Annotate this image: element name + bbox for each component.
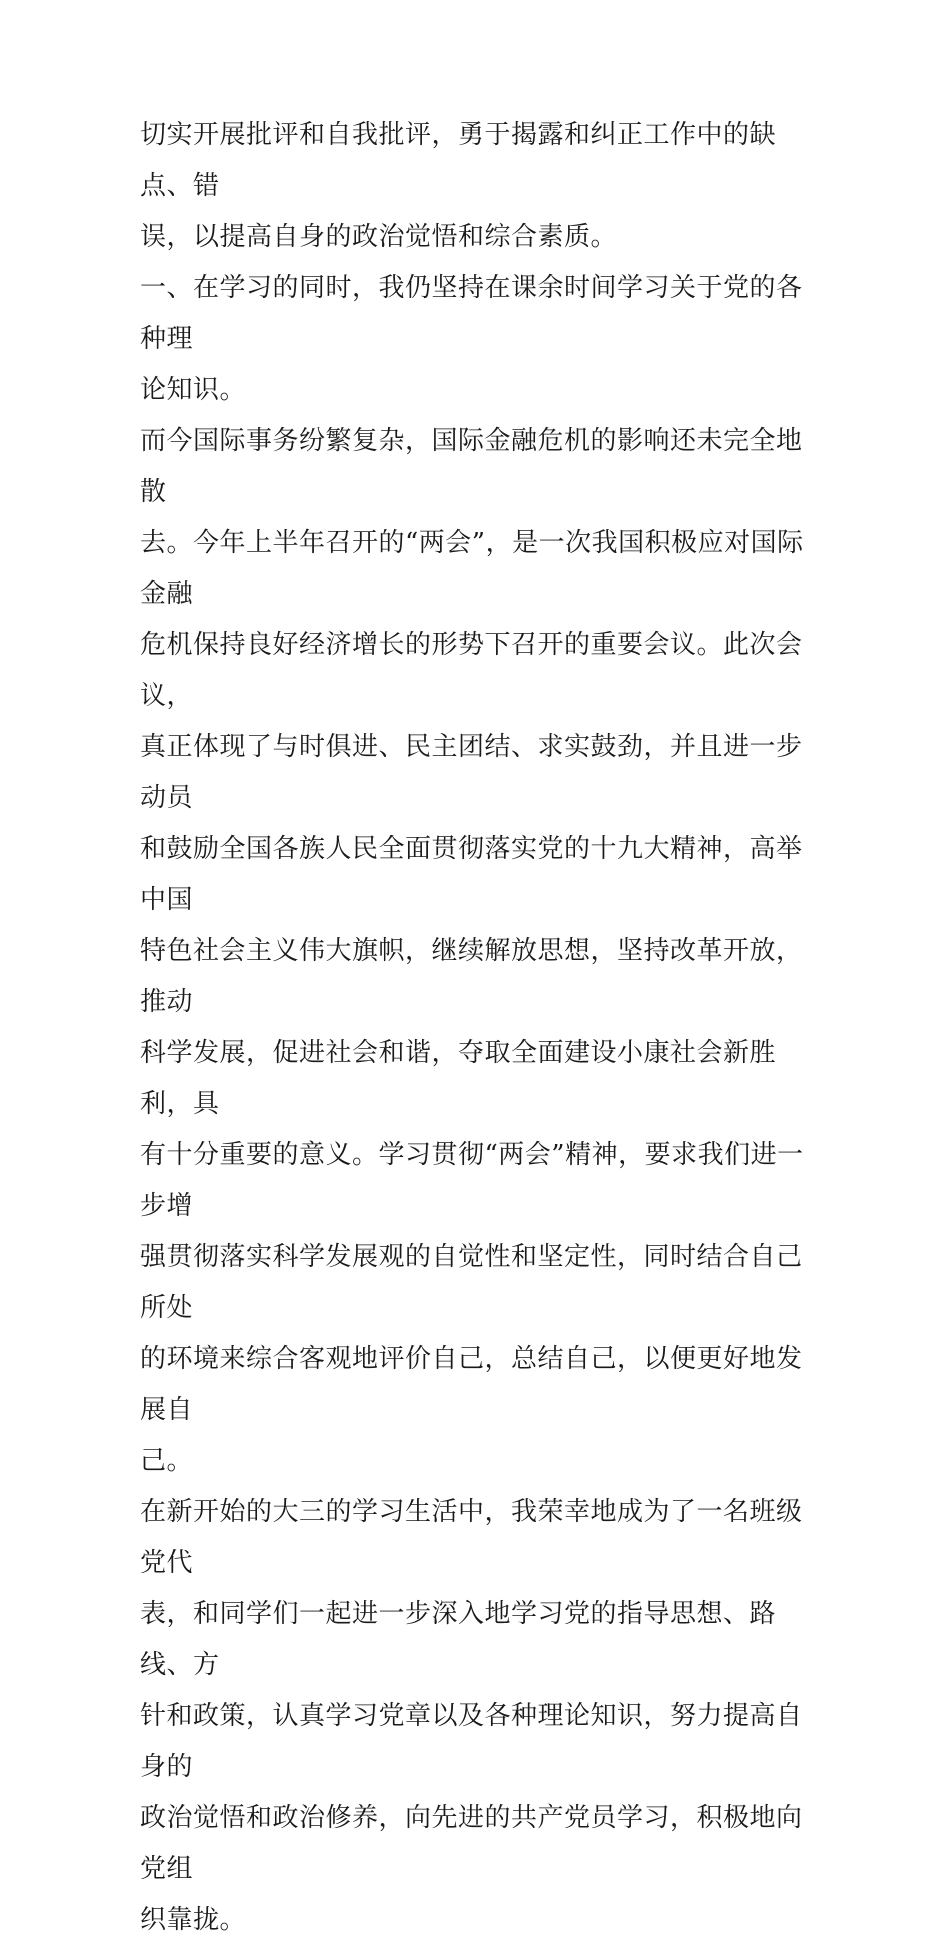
text-line: 危机保持良好经济增长的形势下召开的重要会议。此次会议， <box>140 630 803 711</box>
text-line: 针和政策，认真学习党章以及各种理论知识，努力提高自身的 <box>140 1701 803 1782</box>
paragraph-4 <box>140 1487 812 1946</box>
text-line: 真正体现了与时俱进、民主团结、求实鼓劲，并且进一步动员 <box>140 732 803 813</box>
text-line: 表，和同学们一起进一步深入地学习党的指导思想、路线、方 <box>140 1599 777 1680</box>
text-line: 科学发展，促进社会和谐，夺取全面建设小康社会新胜利，具 <box>140 1038 777 1119</box>
text-line: 而今国际事务纷繁复杂，国际金融危机的影响还未完全地散 <box>140 426 803 507</box>
text-line: 和鼓励全国各族人民全面贯彻落实党的十九大精神，高举中国 <box>140 834 803 915</box>
paragraph-2 <box>140 263 812 416</box>
text-line: 误，以提高自身的政治觉悟和综合素质。 <box>140 222 618 252</box>
document-body <box>140 110 812 1946</box>
text-line: 有十分重要的意义。学习贯彻“两会”精神，要求我们进一步增 <box>140 1140 804 1221</box>
paragraph-3 <box>140 416 812 1487</box>
text-line: 强贯彻落实科学发展观的自觉性和坚定性，同时结合自己所处 <box>140 1242 803 1323</box>
text-line: 一、在学习的同时，我仍坚持在课余时间学习关于党的各种理 <box>140 273 803 354</box>
text-line: 特色社会主义伟大旗帜，继续解放思想，坚持改革开放，推动 <box>140 936 803 1017</box>
text-line: 的环境来综合客观地评价自己，总结自己，以便更好地发展自 <box>140 1344 803 1425</box>
text-line: 去。今年上半年召开的“两会”，是一次我国积极应对国际金融 <box>140 528 804 609</box>
text-line: 论知识。 <box>140 375 247 405</box>
text-line: 织靠拢。 <box>140 1905 247 1935</box>
text-line: 切实开展批评和自我批评，勇于揭露和纠正工作中的缺点、错 <box>140 120 777 201</box>
text-line: 政治觉悟和政治修养，向先进的共产党员学习，积极地向党组 <box>140 1803 803 1884</box>
text-line: 在新开始的大三的学习生活中，我荣幸地成为了一名班级党代 <box>140 1497 803 1578</box>
text-line: 己。 <box>140 1446 194 1476</box>
paragraph-1 <box>140 110 812 263</box>
